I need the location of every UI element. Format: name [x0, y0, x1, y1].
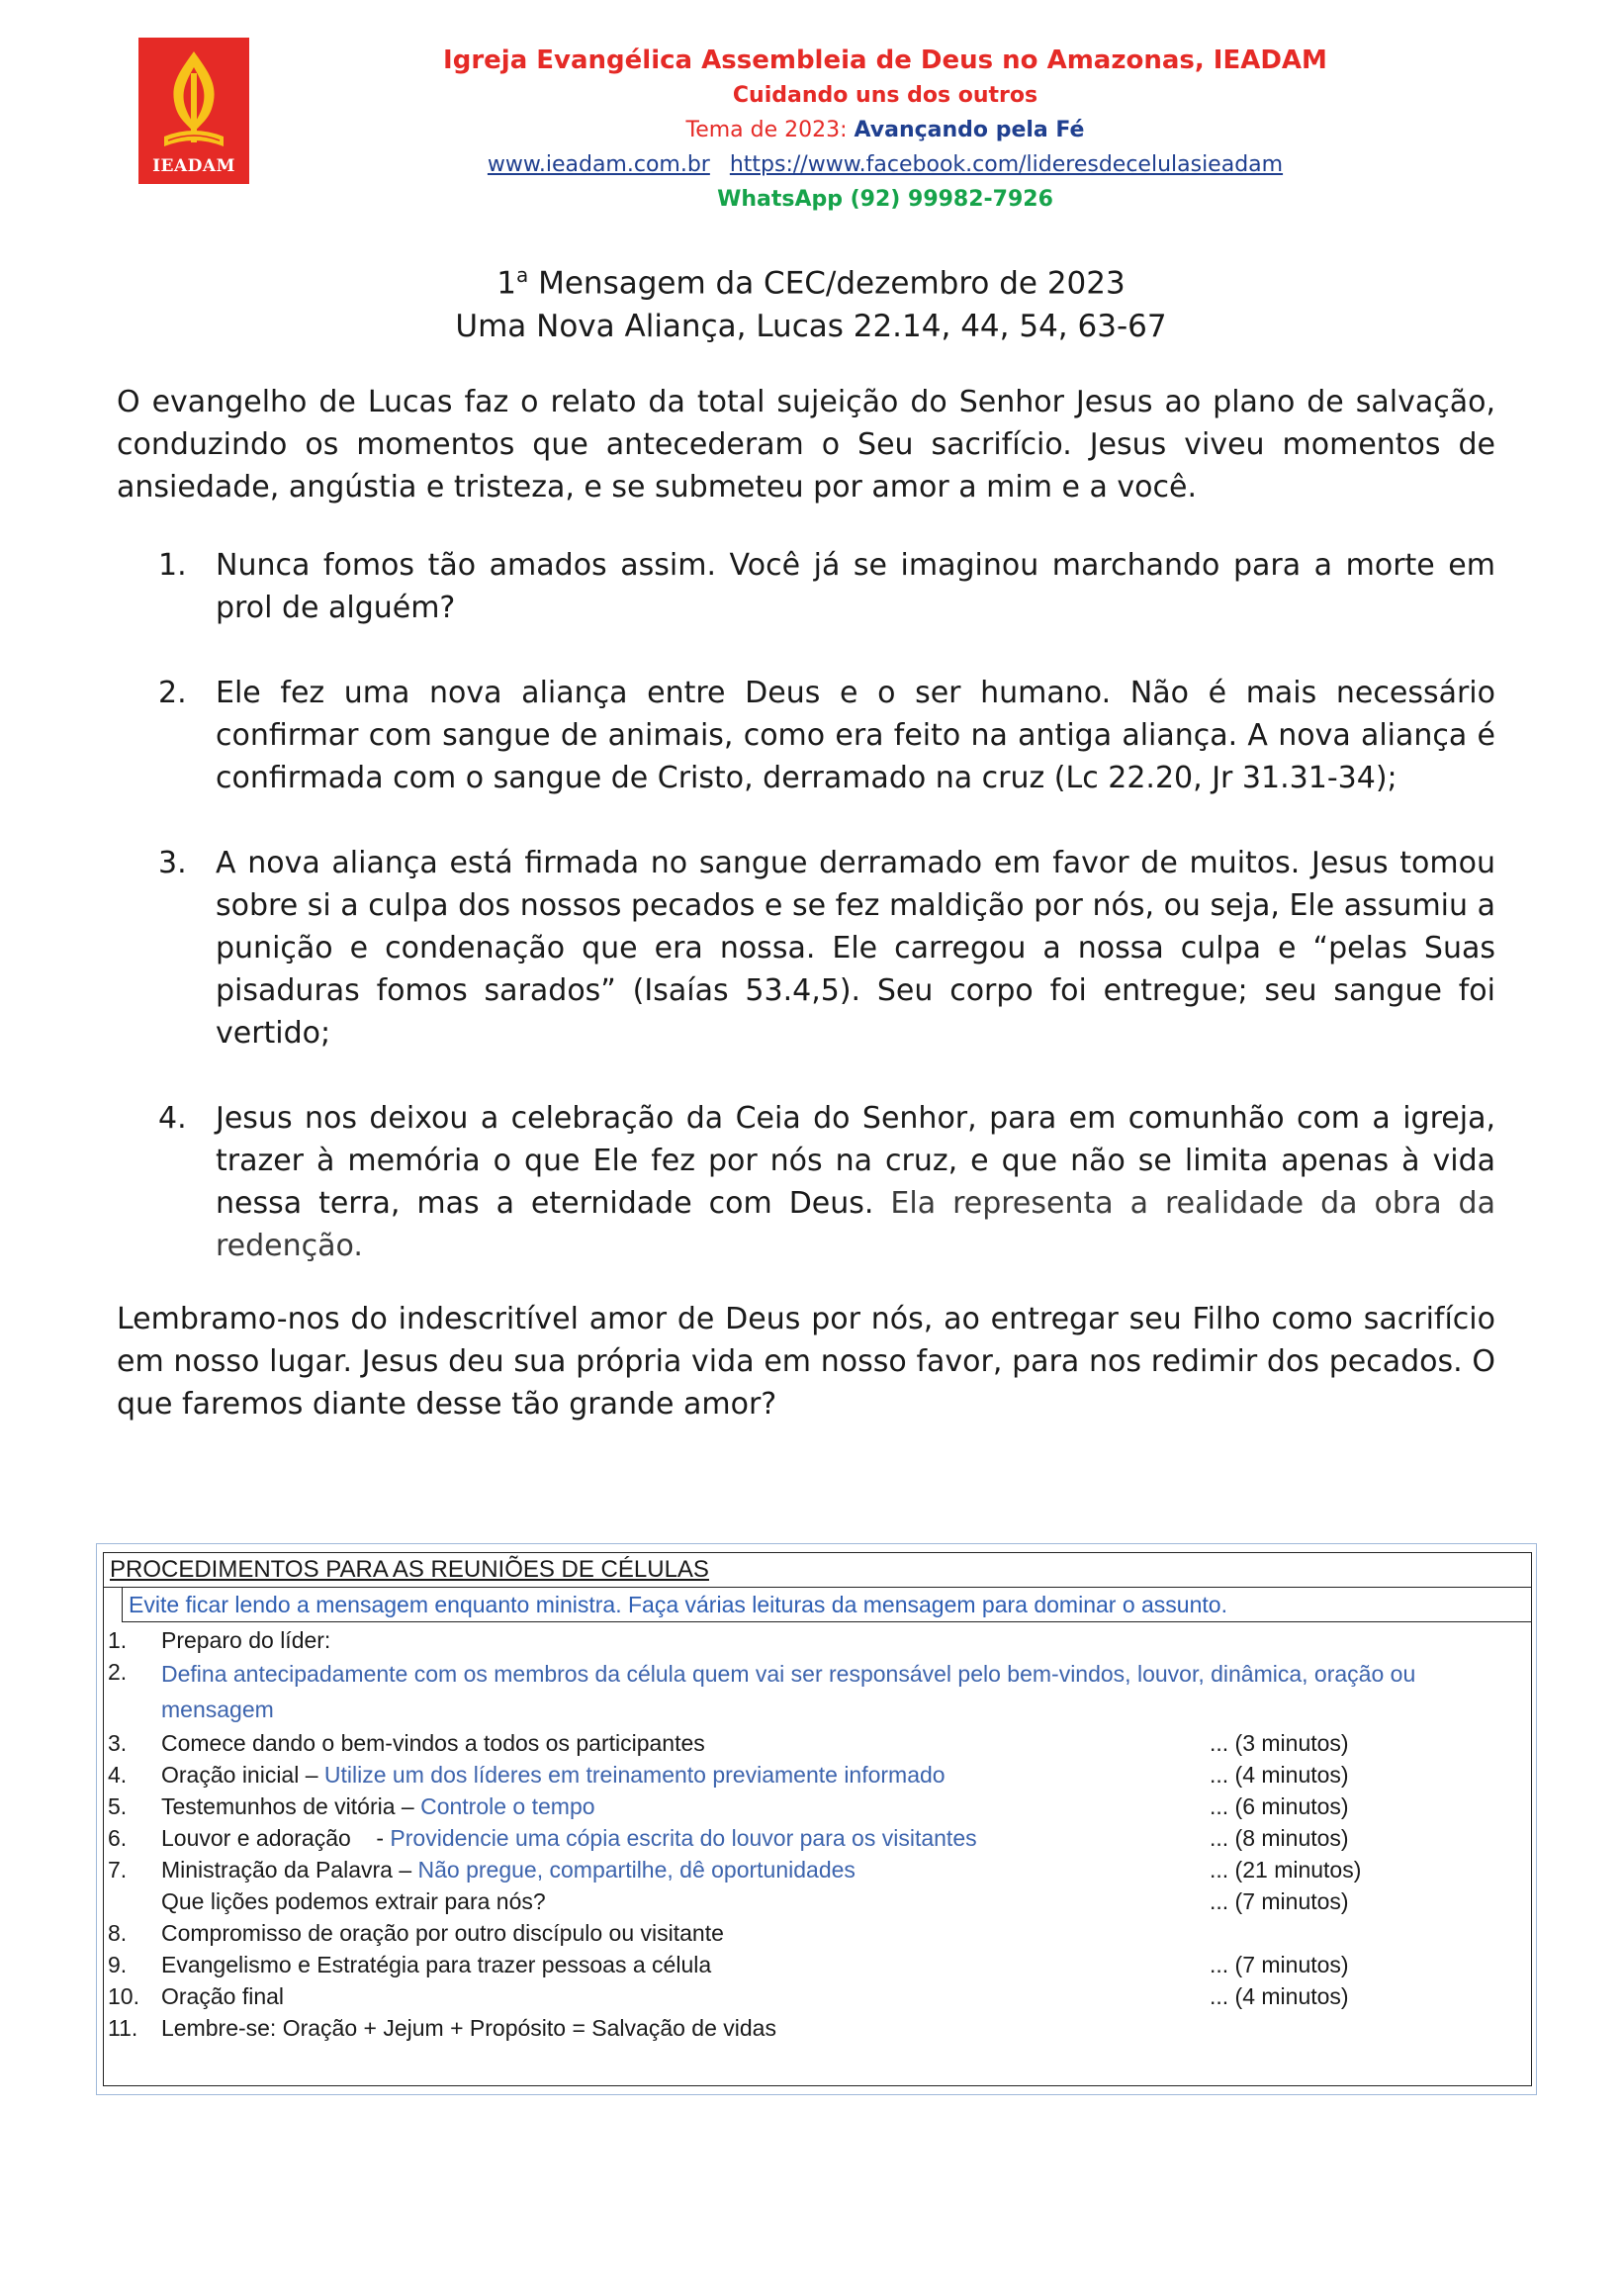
row-note: Utilize um dos líderes em treinamento previamente informado: [323, 1762, 946, 1788]
row-time: ... (7 minutos): [1210, 1888, 1349, 1914]
point-item: [158, 842, 1495, 1055]
point-number: 4.: [158, 1101, 187, 1136]
point-item: [158, 544, 1495, 629]
row-time: ... (7 minutos): [1210, 1952, 1349, 1977]
row-time: ... (3 minutos): [1210, 1730, 1349, 1756]
motto: Cuidando uns dos outros: [732, 83, 1038, 108]
message-points: [158, 544, 1495, 1310]
procedure-row: [104, 1656, 1531, 1727]
procedures-header: PROCEDIMENTOS PARA AS REUNIÕES DE CÉLULAS: [104, 1553, 1531, 1588]
page-header: [297, 44, 1474, 217]
site-link[interactable]: www.ieadam.com.br: [487, 152, 710, 177]
row-number: 6.: [108, 1825, 128, 1851]
procedure-row: [104, 1759, 1531, 1791]
row-text: Ministração da Palavra –: [161, 1857, 418, 1883]
closing-paragraph: Lembramo-nos do indescritível amor de Deus por nós, ao entregar seu Filho como sacrifício em nosso lugar. Jesus deu sua própria vida em nosso favor, para nos redimir dos pecados. O que faremos diante desse tão grande amor?: [117, 1302, 1495, 1422]
row-text: Louvor e adoração -: [161, 1825, 391, 1851]
procedures-warning: Evite ficar lendo a mensagem enquanto ministra. Faça várias leituras da mensagem para dominar o assunto.: [122, 1588, 1531, 1622]
row-time: ... (4 minutos): [1210, 1983, 1349, 2009]
row-text: Evangelismo e Estratégia para trazer pessoas a célula: [161, 1952, 712, 1977]
title-line-1: [0, 253, 1622, 305]
row-number: 3.: [108, 1730, 128, 1756]
title-number: 1: [496, 265, 516, 302]
row-note: Providencie uma cópia escrita do louvor para os visitantes: [390, 1825, 977, 1851]
title-text: Mensagem da CEC/dezembro de 2023: [528, 265, 1126, 302]
row-text: Comece dando o bem-vindos a todos os participantes: [161, 1730, 705, 1756]
row-number: 4.: [108, 1762, 128, 1788]
procedure-row: [104, 1949, 1531, 1980]
row-text: Compromisso de oração por outro discípulo ou visitante: [161, 1920, 724, 1946]
theme-value: Avançando pela Fé: [854, 118, 1085, 142]
procedure-row: [104, 1727, 1531, 1759]
row-time: ... (6 minutos): [1210, 1793, 1349, 1819]
row-number: 2.: [108, 1659, 128, 1685]
point-text: Nunca fomos tão amados assim. Você já se imaginou marchando para a morte em prol de alguém?: [216, 548, 1495, 625]
message-title: [0, 253, 1622, 348]
procedure-row: [104, 2012, 1531, 2044]
point-text: A nova aliança está firmada no sangue derramado em favor de muitos. Jesus tomou sobre si a culpa dos nossos pecados e se fez maldição por nós, ou seja, Ele assumiu a punição e condenação que era nossa. Ele carregou a nossa culpa e “pelas Suas pisaduras fomos sarados” (Isaías 53.4,5). Seu corpo foi entregue; seu sangue foi vertido;: [216, 846, 1495, 1051]
row-text: Testemunhos de vitória –: [161, 1793, 421, 1819]
organization-name: Igreja Evangélica Assembleia de Deus no Amazonas, IEADAM: [443, 46, 1327, 75]
procedure-row: [104, 1624, 1531, 1656]
procedure-row: [104, 1885, 1531, 1917]
procedure-row: [104, 1980, 1531, 2012]
theme-line: [297, 113, 1474, 147]
row-note: Controle o tempo: [420, 1793, 595, 1819]
procedures-list: [104, 1622, 1531, 2044]
row-number: 8.: [108, 1920, 128, 1946]
intro-paragraph: O evangelho de Lucas faz o relato da total sujeição do Senhor Jesus ao plano de salvação, conduzindo os momentos que antecederam o Seu sacrifício. Jesus viveu momentos de ansiedade, angústia e tristeza, e se submeteu por amor a mim e a você.: [117, 385, 1495, 505]
row-number: 9.: [108, 1952, 128, 1977]
row-note: Defina antecipadamente com os membros da célula quem vai ser responsável pelo bem-vindos, louvor, dinâmica, oração ou mensagem: [161, 1661, 1416, 1722]
row-text: Oração final: [161, 1983, 285, 2009]
title-ordinal: a: [515, 263, 529, 287]
procedure-row: [104, 1854, 1531, 1885]
row-text: Que lições podemos extrair para nós?: [161, 1888, 546, 1914]
procedure-row: [104, 1791, 1531, 1822]
point-text-continued: Ela representa a realidade da obra da redenção.: [216, 1186, 1495, 1263]
ieadam-logo: [138, 38, 249, 184]
point-text: Ele fez uma nova aliança entre Deus e o ser humano. Não é mais necessário confirmar com sangue de animais, como era feito na antiga aliança. A nova aliança é confirmada com o sangue de Cristo, derramado na cruz (Lc 22.20, Jr 31.31-34);: [216, 676, 1495, 795]
row-number: 7.: [108, 1857, 128, 1883]
row-time: ... (21 minutos): [1210, 1857, 1362, 1883]
procedures-box: [96, 1543, 1537, 2095]
row-text: Lembre-se: Oração + Jejum + Propósito = Salvação de vidas: [161, 2015, 776, 2041]
point-number: 2.: [158, 676, 187, 710]
row-text: Preparo do líder:: [161, 1627, 331, 1653]
row-time: ... (8 minutos): [1210, 1825, 1349, 1851]
row-time: ... (4 minutos): [1210, 1762, 1349, 1788]
row-number: 10.: [108, 1983, 139, 2009]
procedure-row: [104, 1917, 1531, 1949]
theme-label: Tema de 2023:: [685, 118, 855, 142]
point-item: [158, 672, 1495, 799]
row-number: 11.: [108, 2015, 138, 2041]
procedure-row: [104, 1822, 1531, 1854]
facebook-link[interactable]: https://www.facebook.com/lideresdecelulasieadam: [729, 152, 1284, 177]
row-number: 5.: [108, 1793, 128, 1819]
point-number: 1.: [158, 548, 187, 583]
row-note: Não pregue, compartilhe, dê oportunidades: [417, 1857, 856, 1883]
row-text: Oração inicial –: [161, 1762, 324, 1788]
point-item: [158, 1097, 1495, 1267]
whatsapp-contact: WhatsApp (92) 99982-7926: [717, 187, 1053, 212]
row-number: 1.: [108, 1627, 128, 1653]
links-line: [297, 147, 1474, 182]
title-line-2: Uma Nova Aliança, Lucas 22.14, 44, 54, 63-67: [455, 309, 1167, 345]
point-number: 3.: [158, 846, 187, 880]
logo-text: IEADAM: [152, 156, 235, 176]
procedures-table: [103, 1552, 1532, 2086]
point-text: Jesus nos deixou a celebração da Ceia do Senhor, para em comunhão com a igreja, trazer à memória o que Ele fez por nós na cruz, e que não se limita apenas à vida nessa terra, mas a eternidade com Deus.: [216, 1101, 1495, 1221]
